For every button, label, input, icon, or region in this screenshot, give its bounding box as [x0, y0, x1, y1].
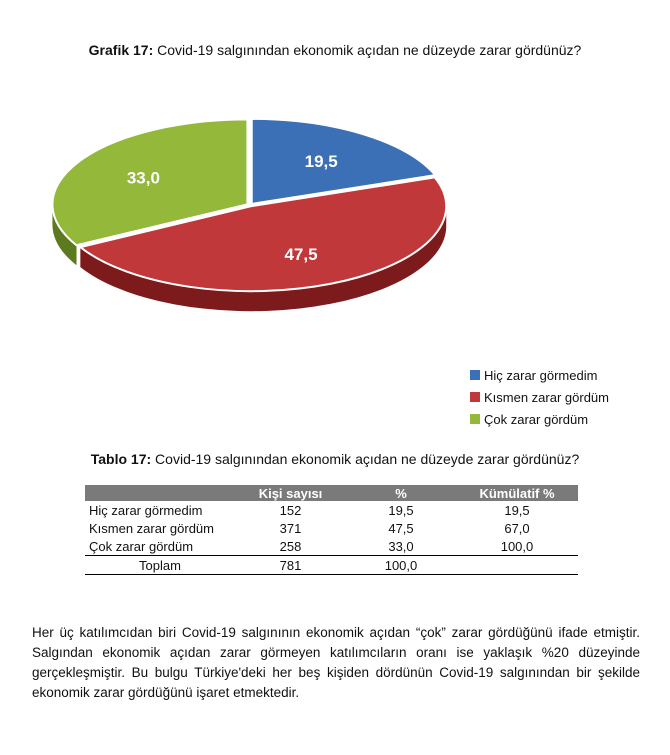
row-label: Toplam: [85, 556, 235, 575]
pie-slice-group: [52, 119, 446, 291]
data-label: 19,5: [304, 151, 338, 171]
table-cell: 152: [279, 502, 302, 518]
legend-swatch: [470, 370, 480, 380]
table-cell: 100,0: [346, 556, 456, 575]
legend-item-hic: [470, 364, 609, 386]
header-cell: [85, 485, 235, 501]
legend-item-kismen: [470, 386, 609, 408]
table-cell: 33,0: [388, 538, 414, 554]
header-cell: Kümülatif %: [456, 485, 578, 501]
table-cell: 371: [279, 520, 302, 536]
legend-label: Kısmen zarar gördüm: [484, 389, 609, 405]
table-cell: 258: [279, 538, 302, 554]
table-cell: 19,5: [504, 502, 530, 518]
table-cell: 781: [235, 556, 346, 575]
legend-label: Çok zarar gördüm: [484, 411, 589, 427]
header-cell: %: [346, 485, 456, 501]
row-label: Çok zarar gördüm: [89, 538, 194, 554]
table-cell: 19,5: [388, 502, 414, 518]
table-title-prefix: Tablo 17:: [90, 451, 152, 467]
row-label: Hiç zarar görmedim: [89, 502, 203, 518]
legend-swatch: [470, 414, 480, 424]
table-row: [85, 501, 578, 519]
chart-title: [0, 42, 670, 58]
table-header-row: [85, 485, 578, 501]
table-title-text: Covid-19 salgınından ekonomik açıdan ne düzeyde zarar gördünüz?: [151, 451, 580, 467]
table-cell: 47,5: [388, 520, 414, 536]
body-paragraph: Her üç katılımcıdan biri Covid-19 salgınının ekonomik açıdan “çok” zarar gördüğünü ifade etmiştir. Salgından ekonomik açıdan zarar görmeyen katılımcıların oranı ise yaklaşık %20 düzeyinde gerçekleşmiştir. Bu bulgu Türkiye'deki her beş kişiden dördünün Covid-19 salgınından bir şekilde ekonomik zarar gördüğünü işaret etmektedir.: [32, 625, 640, 700]
legend-item-cok: [470, 408, 609, 430]
legend-swatch: [470, 392, 480, 402]
data-table: [85, 485, 578, 575]
header-cell: Kişi sayısı: [235, 485, 346, 501]
data-label: 47,5: [284, 245, 318, 265]
table-cell: 67,0: [504, 520, 530, 536]
pie-chart: [0, 110, 670, 360]
table-cell: [456, 556, 578, 575]
chart-title-text: Covid-19 salgınından ekonomik açıdan ne düzeyde zarar gördünüz?: [153, 42, 582, 58]
chart-title-prefix: Grafik 17:: [88, 42, 154, 58]
table-cell: 100,0: [500, 538, 534, 554]
table-total-row: [85, 556, 578, 575]
data-label: 33,0: [126, 168, 160, 188]
legend: [470, 364, 609, 430]
legend-label: Hiç zarar görmedim: [484, 367, 598, 383]
row-label: Kısmen zarar gördüm: [89, 520, 214, 536]
table-row: [85, 537, 578, 556]
table-row: [85, 519, 578, 537]
table-title: [0, 451, 670, 467]
